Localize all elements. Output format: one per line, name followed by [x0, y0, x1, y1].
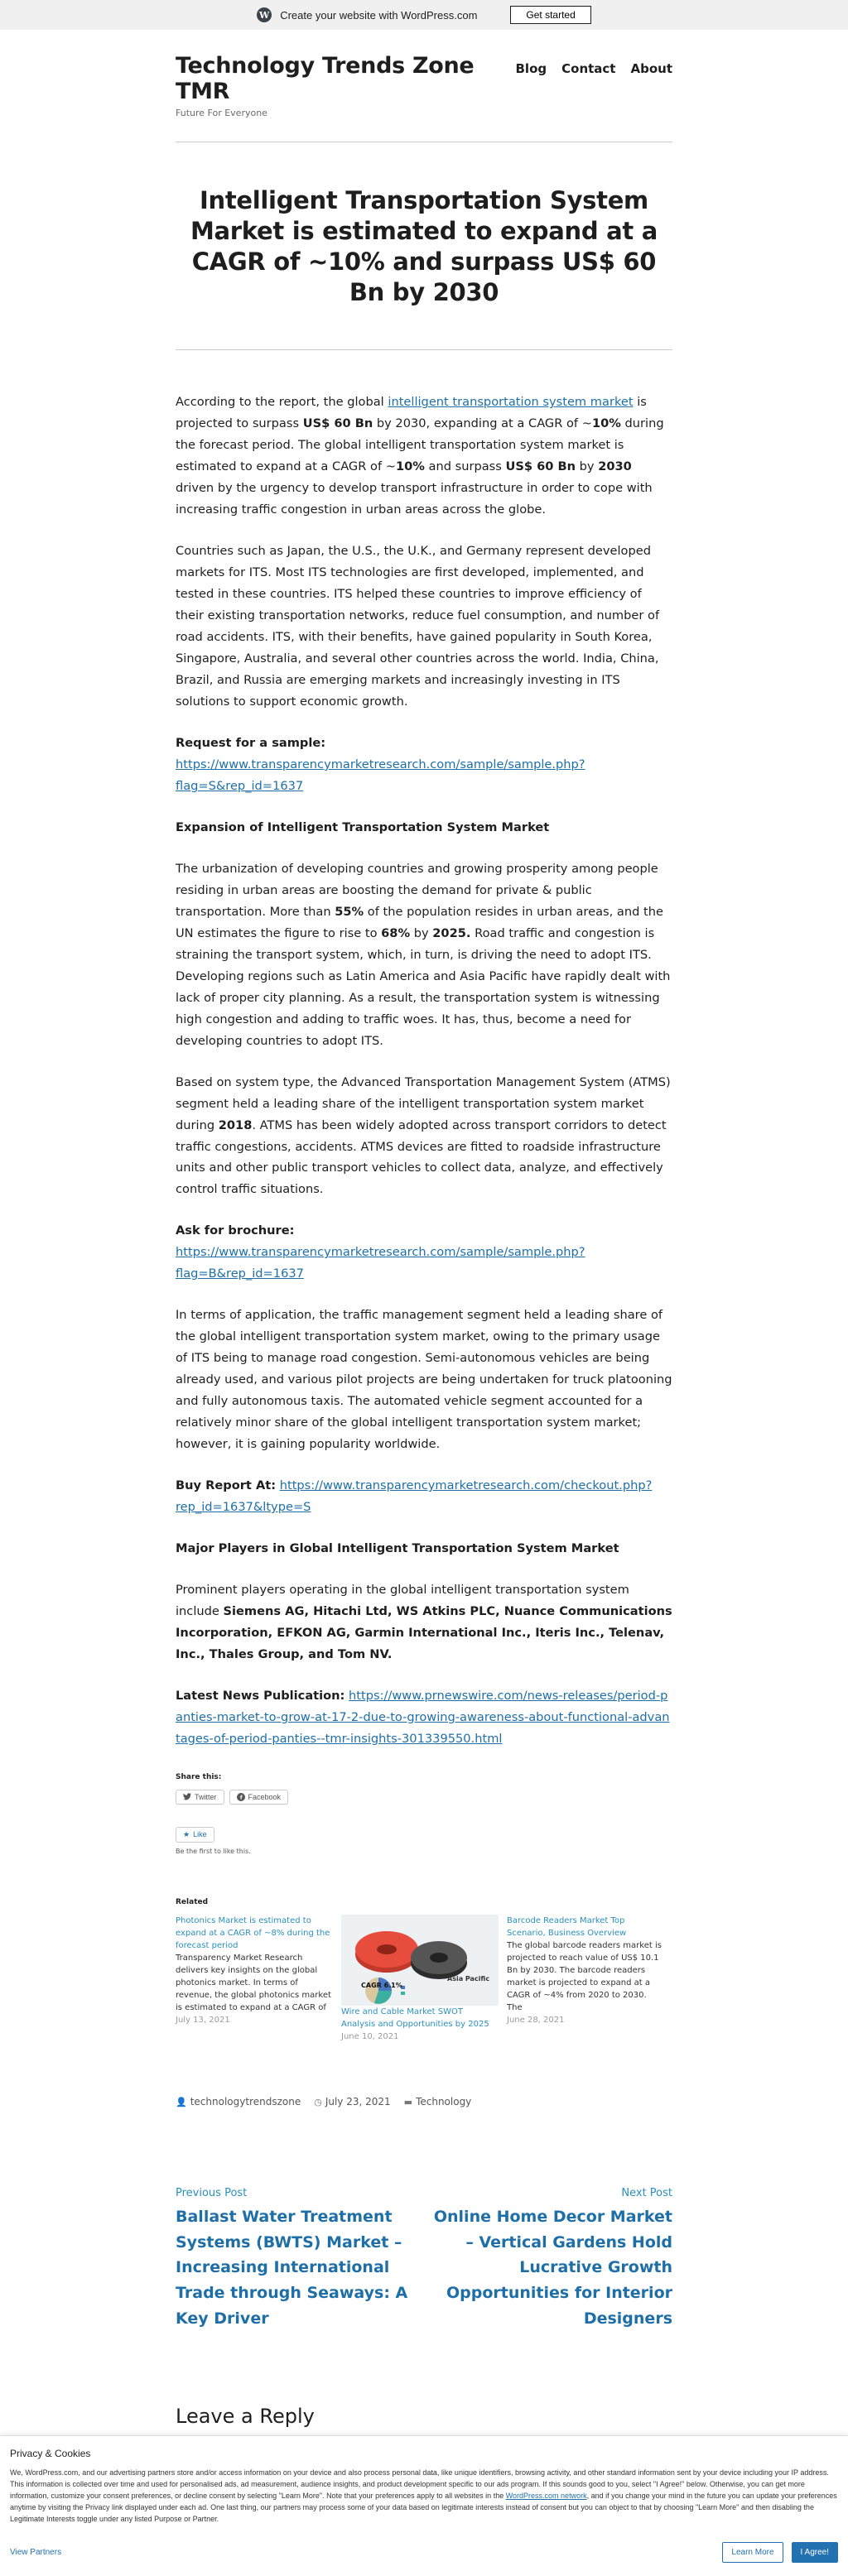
- related-item: [507, 1915, 664, 2043]
- text: and surpass: [424, 459, 506, 474]
- emphasis: Siemens AG, Hitachi Ltd, WS Atkins PLC, Nuance Communications Incorporation, EFKON AG, Garmin International Inc., Iteris Inc., Telenav, Inc., Thales Group, and Tom NV.: [176, 1603, 672, 1661]
- text: . ATMS has been widely adopted across transport corridors to detect traffic congestions, accidents. ATMS devices are fitted to roadside infrastructure units and other public transport vehicles to collect data, analyze, and effectively control traffic situations.: [176, 1117, 667, 1197]
- thumb-region-label: Asia Pacific: [447, 1974, 490, 1982]
- learn-more-button[interactable]: Learn More: [722, 2542, 783, 2563]
- brochure-label: Ask for brochure:: [176, 1223, 295, 1238]
- category-link[interactable]: Technology: [416, 2095, 472, 2107]
- latest-news: [176, 1685, 672, 1750]
- emphasis: 2018: [218, 1117, 253, 1132]
- paragraph-players: [176, 1579, 672, 1665]
- sample-link[interactable]: https://www.transparencymarketresearch.com/sample/sample.php?flag=S&rep_id=1637: [176, 757, 585, 793]
- text: by: [576, 459, 599, 474]
- news-link[interactable]: https://www.prnewswire.com/news-releases/period-panties-market-to-grow-at-17-2-due-to-growing-awareness-about-functional-advantages-of-period-panties--tmr-insights-301339550.html: [176, 1688, 670, 1746]
- like-button[interactable]: [176, 1827, 214, 1843]
- paragraph-application: In terms of application, the traffic management segment held a leading share of the global intelligent transportation system market, owing to the primary usage of ITS being to manage road congestion. Semi-autonomous vehicles are being already used, and various pilot projects are being undertaken for truck platooning and fully autonomous taxis. The automated vehicle segment accounted for a relatively minor share of the global intelligent transportation system market; however, it is gaining popularity worldwide.: [176, 1308, 672, 1452]
- related-item-title[interactable]: Photonics Market is estimated to expand at a CAGR of ~8% during the forecast period: [176, 1915, 330, 1950]
- cookie-footer: [10, 2542, 838, 2563]
- wordpress-network-link[interactable]: WordPress.com network: [505, 2491, 587, 2500]
- share-facebook-button[interactable]: [229, 1790, 289, 1805]
- related-item-title[interactable]: Wire and Cable Market SWOT Analysis and Opportunities by 2025: [341, 2006, 489, 2029]
- category-meta: [404, 2096, 472, 2107]
- related-item-date: June 10, 2021: [341, 2031, 399, 2041]
- cookie-title: Privacy & Cookies: [10, 2448, 91, 2459]
- cable-thumbnail-image: [341, 1915, 499, 2006]
- cookie-buttons: [722, 2542, 838, 2563]
- previous-post[interactable]: [176, 2187, 424, 2332]
- main-nav: [516, 61, 673, 76]
- related-item-title[interactable]: Barcode Readers Market Top Scenario, Business Overview: [507, 1915, 627, 1938]
- emphasis: 10%: [395, 459, 425, 474]
- text: by 2030, expanding at a CAGR of ~: [373, 416, 592, 431]
- text: of the population resides in urban areas, and the UN estimates the figure to rise to: [176, 904, 663, 940]
- facebook-icon: [237, 1793, 245, 1801]
- get-started-button[interactable]: Get started: [510, 6, 590, 24]
- star-icon: ★: [183, 1829, 190, 1838]
- emphasis: 68%: [381, 925, 411, 940]
- date-link[interactable]: July 23, 2021: [325, 2095, 391, 2107]
- buy-report: [176, 1475, 672, 1518]
- wordpress-promo-bar: [0, 0, 848, 30]
- date-meta: [314, 2096, 390, 2107]
- share-title: Share this:: [176, 1772, 222, 1781]
- related-item: [176, 1915, 333, 2043]
- brochure-link[interactable]: https://www.transparencymarketresearch.com/sample/sample.php?flag=B&rep_id=1637: [176, 1245, 585, 1281]
- paragraph-intro: [176, 392, 672, 521]
- related-item-excerpt: Transparency Market Research delivers key insights on the global photonics market. In terms of revenue, the global photonics market is estimated to expand at a CAGR of: [176, 1953, 331, 2012]
- post-content: [176, 350, 672, 1749]
- emphasis: 55%: [335, 904, 364, 919]
- buy-link[interactable]: https://www.transparencymarketresearch.com/checkout.php?rep_id=1637&ltype=S: [176, 1478, 653, 1515]
- sample-label: Request for a sample:: [176, 736, 326, 750]
- text: driven by the urgency to develop transport infrastructure in order to cope with increasing traffic congestion in urban areas across the globe.: [176, 481, 653, 517]
- related-posts: [176, 1898, 672, 2043]
- emphasis: US$ 60 Bn: [505, 459, 576, 474]
- reply-heading: Leave a Reply: [176, 2404, 315, 2428]
- wordpress-logo-icon: W: [257, 7, 272, 22]
- previous-post-label: Previous Post: [176, 2186, 248, 2199]
- news-label: Latest News Publication:: [176, 1688, 345, 1703]
- author-meta: [176, 2096, 301, 2107]
- related-heading: Related: [176, 1897, 209, 1906]
- site-header: [176, 30, 672, 142]
- cookie-text: , and if you change your mind in the future you can update your preferences anytime by visiting the Privacy link displayed under each ad. One last thing, our partners may process some of your data based on legitimate interests instead of consent but you can object to that by choosing "Learn More" and then disabling the Legitimate Interests toggle under any listed Purpose or Partner.: [10, 2491, 837, 2523]
- text: is projected to surpass: [176, 395, 647, 431]
- buy-label: Buy Report At:: [176, 1478, 277, 1493]
- related-item-excerpt: The global barcode readers market is projected to reach value of US$ 10.1 Bn by 2030. The barcode readers market is projected to expand at a CAGR of ~4% from 2020 to 2030. The: [507, 1940, 662, 2012]
- page-wrapper: [176, 30, 672, 2564]
- promo-text: Create your website with WordPress.com: [280, 8, 478, 22]
- cookie-body: [10, 2468, 838, 2526]
- cookie-text: We, WordPress.com, and our advertising partners store and/or access information on your device and also process personal data, like unique identifiers, browsing activity, and other standard information sent by your device including your IP address. This information is collected over time and used for personalised ads, ad measurement, audience insights, and product development specific to our ads program. If this sounds good to you, select "I Agree!" below. Otherwise, you can get more information, customize your consent preferences, or decline consent by selecting "Learn More". Note that your preferences apply to all websites in the: [10, 2468, 829, 2500]
- its-market-link[interactable]: intelligent transportation system market: [388, 395, 634, 410]
- view-partners-link[interactable]: View Partners: [10, 2547, 62, 2557]
- paragraph-atms: [176, 1072, 672, 1201]
- person-icon: 👤: [176, 2096, 187, 2107]
- share-twitter-label: Twitter: [195, 1792, 217, 1801]
- share-twitter-button[interactable]: [176, 1790, 224, 1805]
- emphasis: 2030: [598, 459, 632, 474]
- text: According to the report, the global: [176, 395, 388, 410]
- related-item-date: June 28, 2021: [507, 2015, 565, 2025]
- nav-about[interactable]: About: [630, 61, 672, 76]
- post-title: Intelligent Transportation System Market is estimated to expand at a CAGR of ~10% and surpass US$ 60 Bn by 2030: [190, 186, 658, 307]
- share-buttons: [176, 1790, 672, 1805]
- next-post-title[interactable]: Online Home Decor Market – Vertical Gardens Hold Lucrative Growth Opportunities for Interior Designers: [433, 2207, 672, 2328]
- post-meta: [176, 2096, 672, 2107]
- author-link[interactable]: technologytrendszone: [190, 2095, 301, 2107]
- folder-icon: ▬: [403, 2096, 413, 2107]
- share-facebook-label: Facebook: [248, 1792, 282, 1801]
- site-title[interactable]: Technology Trends Zone TMR: [176, 53, 475, 104]
- emphasis: 2025.: [432, 925, 471, 940]
- clock-icon: ◷: [314, 2096, 322, 2107]
- text: Prominent players operating in the global intelligent transportation system include: [176, 1583, 629, 1618]
- nav-blog[interactable]: Blog: [515, 61, 547, 76]
- related-thumbnail[interactable]: [341, 1915, 499, 2006]
- related-item-date: July 13, 2021: [176, 2015, 230, 2025]
- twitter-icon: [183, 1793, 191, 1800]
- post-navigation: [176, 2187, 672, 2332]
- agree-button[interactable]: I Agree!: [792, 2542, 838, 2563]
- emphasis: 10%: [591, 416, 621, 431]
- nav-contact[interactable]: Contact: [561, 61, 616, 76]
- heading-expansion: Expansion of Intelligent Transportation System Market: [176, 819, 550, 834]
- sample-request: [176, 733, 672, 797]
- text: during the forecast period. The global intelligent transportation system market is estimated to expand at a CAGR of ~: [176, 416, 664, 474]
- next-post[interactable]: [424, 2187, 672, 2332]
- like-note: Be the first to like this.: [176, 1847, 251, 1855]
- related-item: [341, 1915, 499, 2043]
- previous-post-title[interactable]: Ballast Water Treatment Systems (BWTS) Market – Increasing International Trade through Seaways: A Key Driver: [176, 2207, 408, 2328]
- brochure-request: [176, 1220, 672, 1285]
- related-grid: [176, 1915, 672, 2043]
- next-post-label: Next Post: [621, 2186, 672, 2199]
- paragraph-countries: Countries such as Japan, the U.S., the U.K., and Germany represent developed markets for ITS. Most ITS technologies are first developed, implemented, and tested in these countries. ITS helped these countries to improve efficiency of their existing transportation networks, reduce fuel consumption, and number of road accidents. ITS, with their benefits, have gained popularity in South Korea, Singapore, Australia, and several other countries across the world. India, China, Brazil, and Russia are emerging markets and increasingly investing in ITS solutions to support economic growth.: [176, 544, 660, 709]
- heading-players: Major Players in Global Intelligent Transportation System Market: [176, 1541, 619, 1556]
- share-section: [176, 1773, 672, 1855]
- thumb-cagr-label: CAGR 6.1%: [361, 1981, 402, 1989]
- text: The urbanization of developing countries and growing prosperity among people residing in urban areas are boosting the demand for private & public transportation. More than: [176, 861, 658, 919]
- site-tagline: Future For Everyone: [176, 108, 267, 118]
- cookie-banner: [0, 2435, 848, 2576]
- paragraph-urbanization: [176, 858, 672, 1052]
- like-label: Like: [193, 1830, 207, 1839]
- text: Based on system type, the Advanced Transportation Management System (ATMS) segment held a leading share of the intelligent transportation system market during: [176, 1074, 671, 1132]
- site-branding: [176, 53, 516, 118]
- text: Road traffic and congestion is straining the transport system, which, in turn, is driving the need to adopt ITS. Developing regions such as Latin America and Asia Pacific have rapidly dealt with lack of proper city planning. As a result, the transportation system is witnessing high congestion and adding to traffic woes. It has, thus, become a need for developing countries to adopt ITS.: [176, 925, 671, 1048]
- text: by: [410, 925, 433, 940]
- emphasis: US$ 60 Bn: [302, 416, 373, 431]
